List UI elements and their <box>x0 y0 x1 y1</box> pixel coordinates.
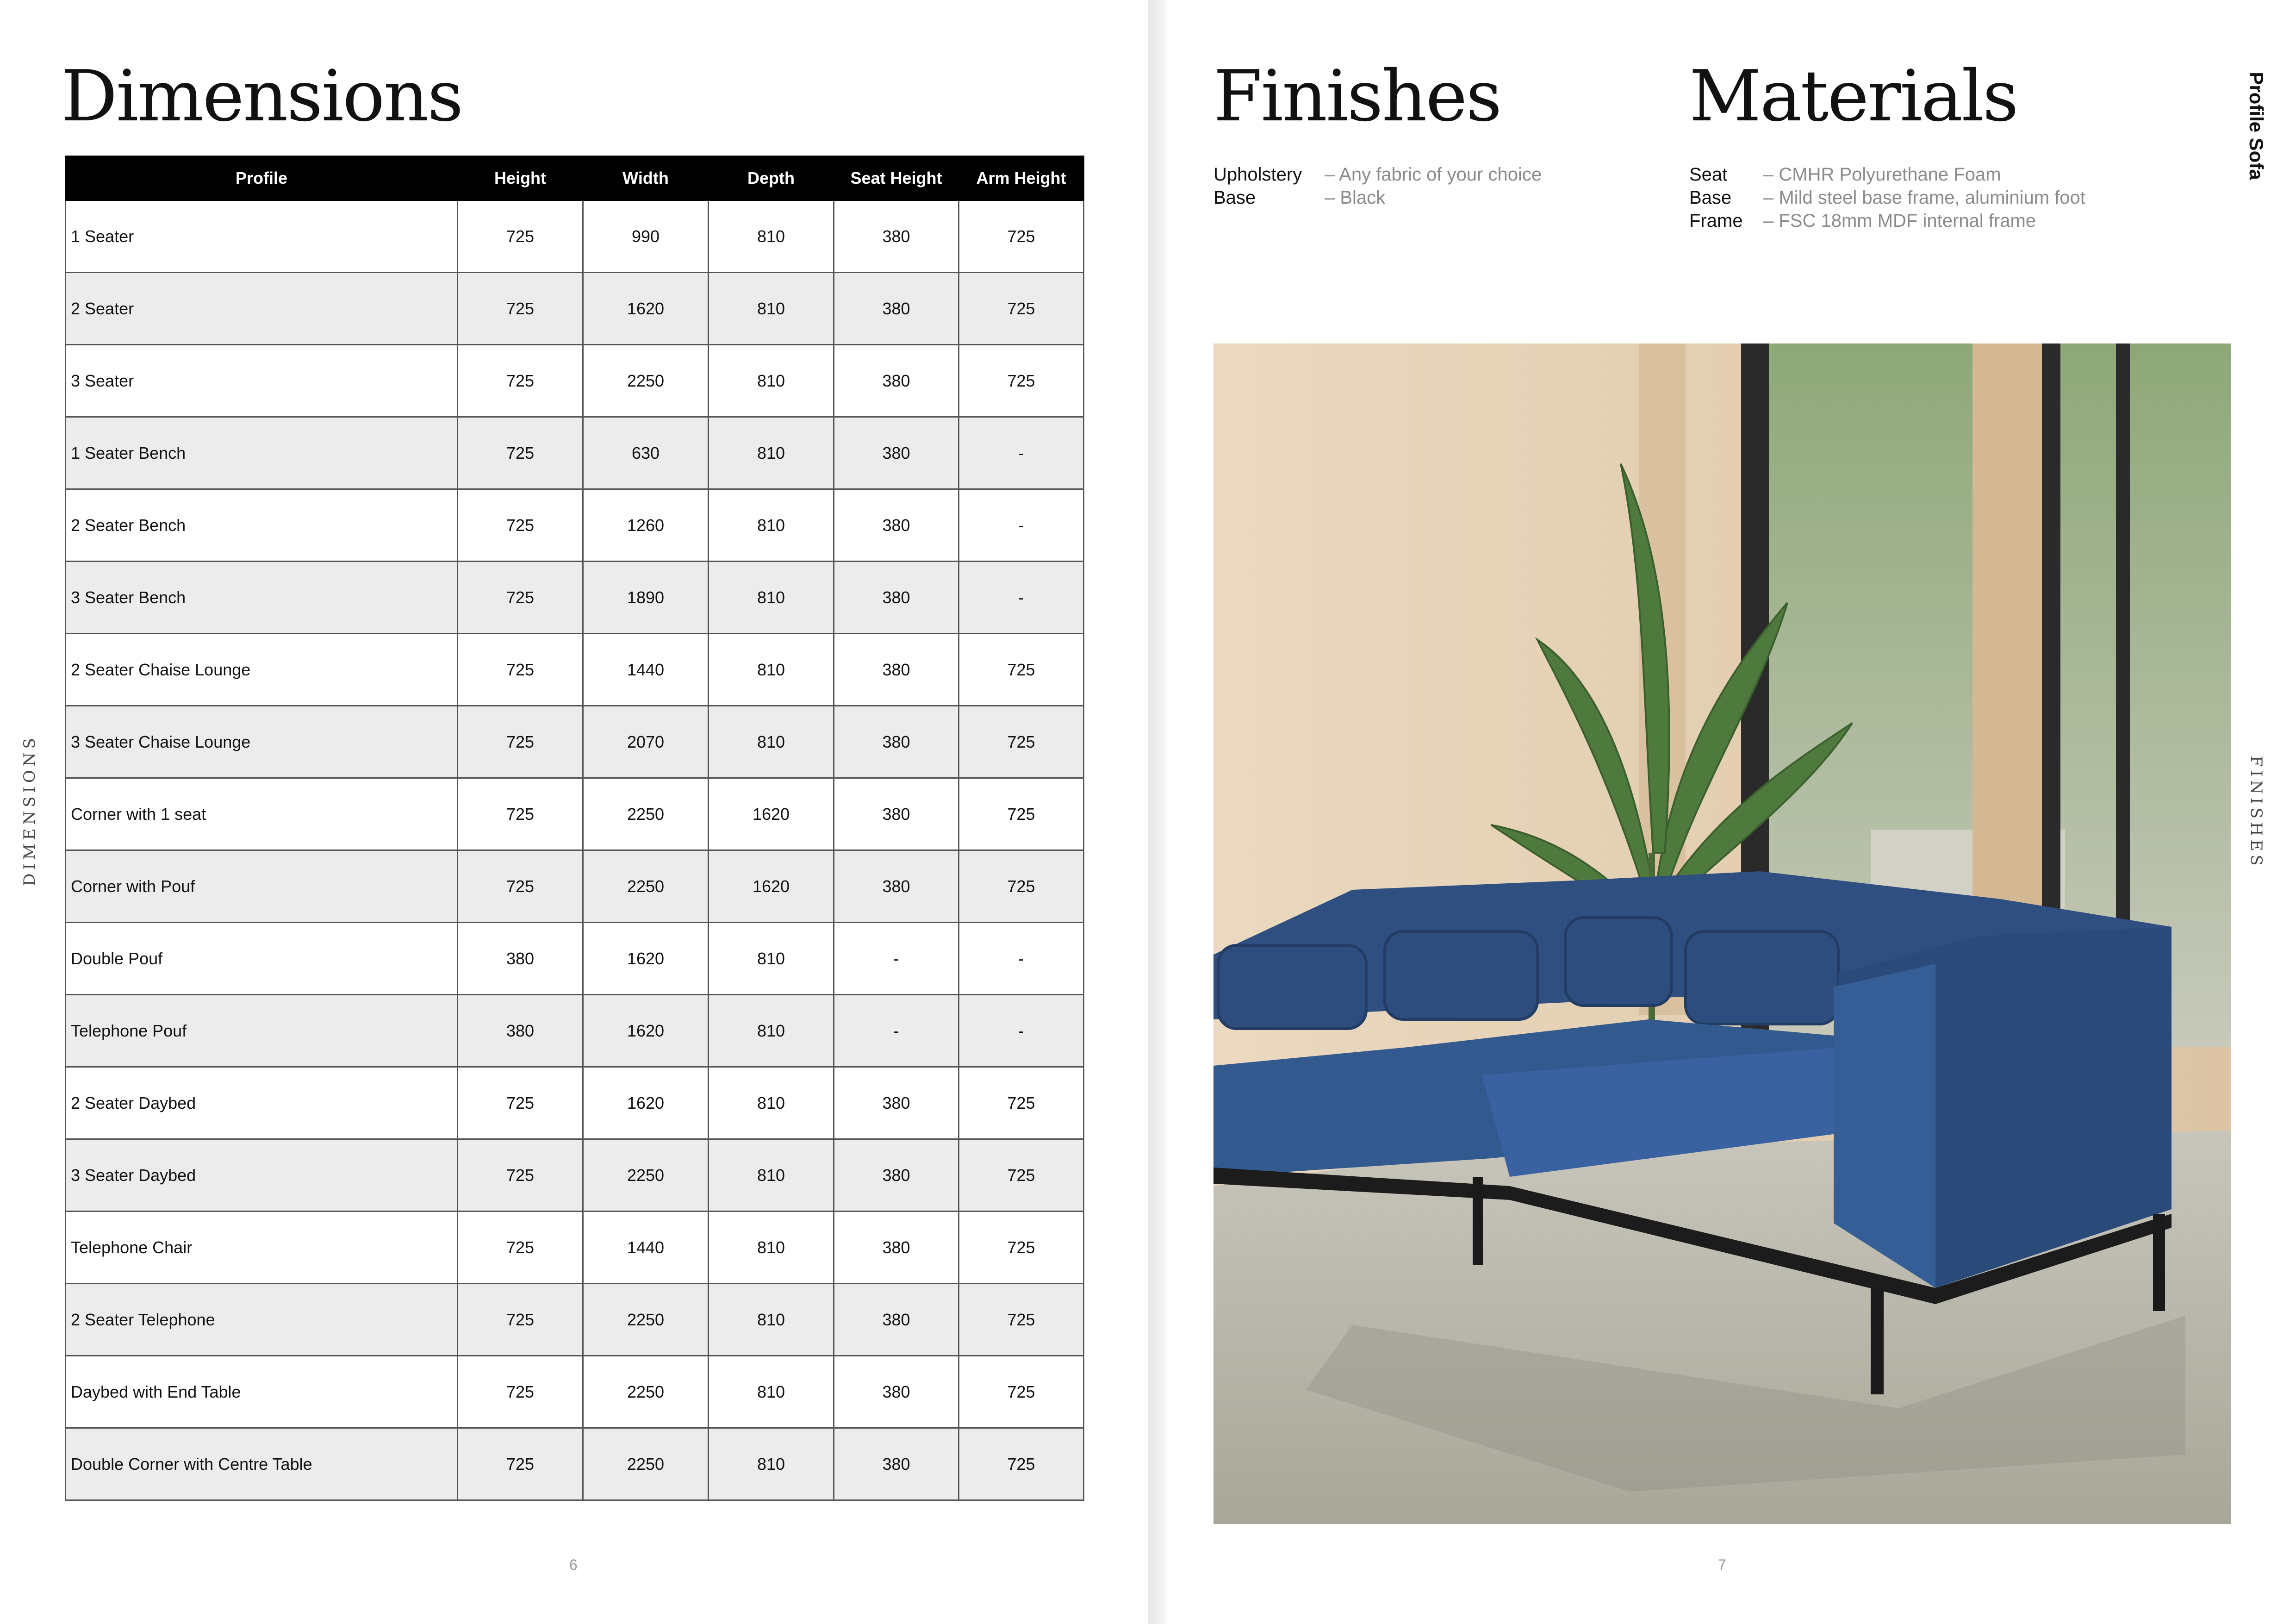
height-cell: 725 <box>458 850 583 923</box>
height-cell: 725 <box>458 1139 583 1212</box>
width-cell: 990 <box>583 200 709 273</box>
table-row <box>66 417 1084 489</box>
seat-height-cell: 380 <box>834 1356 959 1428</box>
seat-height-cell: 380 <box>834 634 959 706</box>
header-arm-height: Arm Height <box>959 156 1084 200</box>
seat-height-cell: 380 <box>834 417 959 489</box>
material-seat <box>1689 163 2085 186</box>
height-cell: 725 <box>458 1284 583 1356</box>
depth-cell: 810 <box>709 923 834 995</box>
table-row <box>66 923 1084 995</box>
profile-cell: Telephone Pouf <box>66 995 458 1067</box>
depth-cell: 810 <box>709 562 834 634</box>
width-cell: 2250 <box>583 345 709 417</box>
finishes-list <box>1213 163 1542 209</box>
arm-height-cell: 725 <box>959 778 1084 850</box>
table-row <box>66 634 1084 706</box>
material-label: Seat <box>1689 164 1728 185</box>
arm-height-cell: 725 <box>959 1428 1084 1500</box>
seat-height-cell: 380 <box>834 562 959 634</box>
width-cell: 2250 <box>583 850 709 923</box>
width-cell: 1620 <box>583 995 709 1067</box>
finish-value: – Any fabric of your choice <box>1325 164 1542 185</box>
width-cell: 1620 <box>583 923 709 995</box>
material-frame <box>1689 209 2085 232</box>
table-row <box>66 1284 1084 1356</box>
depth-cell: 1620 <box>709 778 834 850</box>
depth-cell: 810 <box>709 345 834 417</box>
profile-cell: Corner with 1 seat <box>66 778 458 850</box>
seat-height-cell: 380 <box>834 850 959 923</box>
table-row <box>66 345 1084 417</box>
table-row <box>66 489 1084 562</box>
seat-height-cell: 380 <box>834 345 959 417</box>
sofa-photo-illustration <box>1213 344 2231 1524</box>
table-row <box>66 1428 1084 1500</box>
table-row <box>66 273 1084 345</box>
table-body <box>66 200 1084 1500</box>
profile-cell: 2 Seater Daybed <box>66 1067 458 1139</box>
material-value: – CMHR Polyurethane Foam <box>1763 164 2001 185</box>
profile-cell: 2 Seater Telephone <box>66 1284 458 1356</box>
dimensions-side-label: DIMENSIONS <box>20 734 39 886</box>
page-number-left: 6 <box>569 1556 578 1573</box>
table-row <box>66 850 1084 923</box>
table-row <box>66 1212 1084 1284</box>
dimensions-table <box>65 156 1084 1501</box>
profile-cell: 3 Seater Daybed <box>66 1139 458 1212</box>
profile-cell: Telephone Chair <box>66 1212 458 1284</box>
width-cell: 2250 <box>583 1139 709 1212</box>
finishes-side-label: FINISHES <box>2247 756 2265 869</box>
arm-height-cell: - <box>959 489 1084 562</box>
depth-cell: 810 <box>709 1428 834 1500</box>
width-cell: 2250 <box>583 778 709 850</box>
height-cell: 725 <box>458 562 583 634</box>
finish-value: – Black <box>1325 187 1386 208</box>
width-cell: 1440 <box>583 634 709 706</box>
height-cell: 725 <box>458 1212 583 1284</box>
profile-cell: 1 Seater Bench <box>66 417 458 489</box>
seat-height-cell: 380 <box>834 273 959 345</box>
profile-cell: Double Pouf <box>66 923 458 995</box>
height-cell: 380 <box>458 923 583 995</box>
dimensions-title: Dimensions <box>61 55 462 137</box>
seat-height-cell: 380 <box>834 1284 959 1356</box>
profile-cell: 2 Seater <box>66 273 458 345</box>
seat-height-cell: 380 <box>834 489 959 562</box>
seat-height-cell: 380 <box>834 1428 959 1500</box>
table-row <box>66 706 1084 778</box>
materials-title: Materials <box>1689 55 2017 137</box>
width-cell: 1890 <box>583 562 709 634</box>
seat-height-cell: 380 <box>834 1139 959 1212</box>
table-row <box>66 562 1084 634</box>
height-cell: 725 <box>458 489 583 562</box>
depth-cell: 810 <box>709 1284 834 1356</box>
height-cell: 725 <box>458 1428 583 1500</box>
profile-cell: Double Corner with Centre Table <box>66 1428 458 1500</box>
table-row <box>66 995 1084 1067</box>
seat-height-cell: - <box>834 923 959 995</box>
table-row <box>66 1067 1084 1139</box>
width-cell: 2250 <box>583 1356 709 1428</box>
arm-height-cell: 725 <box>959 1284 1084 1356</box>
sofa-photo <box>1213 344 2231 1524</box>
profile-cell: 2 Seater Bench <box>66 489 458 562</box>
profile-cell: 3 Seater Bench <box>66 562 458 634</box>
depth-cell: 810 <box>709 995 834 1067</box>
seat-height-cell: 380 <box>834 200 959 273</box>
width-cell: 630 <box>583 417 709 489</box>
arm-height-cell: 725 <box>959 634 1084 706</box>
arm-height-cell: 725 <box>959 1139 1084 1212</box>
width-cell: 1440 <box>583 1212 709 1284</box>
height-cell: 725 <box>458 417 583 489</box>
arm-height-cell: 725 <box>959 345 1084 417</box>
depth-cell: 1620 <box>709 850 834 923</box>
arm-height-cell: 725 <box>959 273 1084 345</box>
arm-height-cell: - <box>959 562 1084 634</box>
arm-height-cell: 725 <box>959 1067 1084 1139</box>
arm-height-cell: 725 <box>959 1212 1084 1284</box>
depth-cell: 810 <box>709 200 834 273</box>
profile-cell: Daybed with End Table <box>66 1356 458 1428</box>
finish-upholstery <box>1213 163 1542 186</box>
depth-cell: 810 <box>709 1356 834 1428</box>
seat-height-cell: 380 <box>834 1067 959 1139</box>
profile-cell: 3 Seater Chaise Lounge <box>66 706 458 778</box>
page-number-right: 7 <box>1718 1556 1726 1573</box>
header-width: Width <box>583 156 709 200</box>
depth-cell: 810 <box>709 706 834 778</box>
height-cell: 725 <box>458 345 583 417</box>
width-cell: 1260 <box>583 489 709 562</box>
profile-cell: 1 Seater <box>66 200 458 273</box>
material-label: Base <box>1689 187 1732 208</box>
table-row <box>66 1356 1084 1428</box>
arm-height-cell: 725 <box>959 1356 1084 1428</box>
height-cell: 725 <box>458 634 583 706</box>
height-cell: 725 <box>458 706 583 778</box>
material-label: Frame <box>1689 211 1743 231</box>
depth-cell: 810 <box>709 634 834 706</box>
depth-cell: 810 <box>709 1067 834 1139</box>
height-cell: 725 <box>458 1067 583 1139</box>
arm-height-cell: 725 <box>959 850 1084 923</box>
height-cell: 380 <box>458 995 583 1067</box>
table-header-row <box>66 156 1084 200</box>
depth-cell: 810 <box>709 417 834 489</box>
materials-list <box>1689 163 2085 232</box>
seat-height-cell: - <box>834 995 959 1067</box>
arm-height-cell: - <box>959 995 1084 1067</box>
profile-cell: 3 Seater <box>66 345 458 417</box>
table-row <box>66 1139 1084 1212</box>
brand-label: Profile Sofa <box>2246 72 2267 180</box>
header-depth: Depth <box>709 156 834 200</box>
depth-cell: 810 <box>709 273 834 345</box>
width-cell: 2250 <box>583 1284 709 1356</box>
table-row <box>66 200 1084 273</box>
profile-cell: 2 Seater Chaise Lounge <box>66 634 458 706</box>
arm-height-cell: - <box>959 923 1084 995</box>
arm-height-cell: - <box>959 417 1084 489</box>
height-cell: 725 <box>458 273 583 345</box>
material-base <box>1689 186 2085 209</box>
finish-label: Upholstery <box>1213 164 1302 185</box>
profile-cell: Corner with Pouf <box>66 850 458 923</box>
arm-height-cell: 725 <box>959 706 1084 778</box>
seat-height-cell: 380 <box>834 706 959 778</box>
material-value: – FSC 18mm MDF internal frame <box>1763 211 2036 231</box>
depth-cell: 810 <box>709 1212 834 1284</box>
table-row <box>66 778 1084 850</box>
width-cell: 1620 <box>583 273 709 345</box>
header-height: Height <box>458 156 583 200</box>
arm-height-cell: 725 <box>959 200 1084 273</box>
height-cell: 725 <box>458 1356 583 1428</box>
finishes-title: Finishes <box>1213 55 1501 137</box>
finish-label: Base <box>1213 187 1256 208</box>
depth-cell: 810 <box>709 489 834 562</box>
width-cell: 2250 <box>583 1428 709 1500</box>
height-cell: 725 <box>458 200 583 273</box>
width-cell: 2070 <box>583 706 709 778</box>
finish-base <box>1213 186 1542 209</box>
seat-height-cell: 380 <box>834 778 959 850</box>
header-seat-height: Seat Height <box>834 156 959 200</box>
header-profile: Profile <box>66 156 458 200</box>
material-value: – Mild steel base frame, aluminium foot <box>1763 187 2085 208</box>
page-gutter <box>1148 0 1166 1624</box>
depth-cell: 810 <box>709 1139 834 1212</box>
seat-height-cell: 380 <box>834 1212 959 1284</box>
width-cell: 1620 <box>583 1067 709 1139</box>
height-cell: 725 <box>458 778 583 850</box>
